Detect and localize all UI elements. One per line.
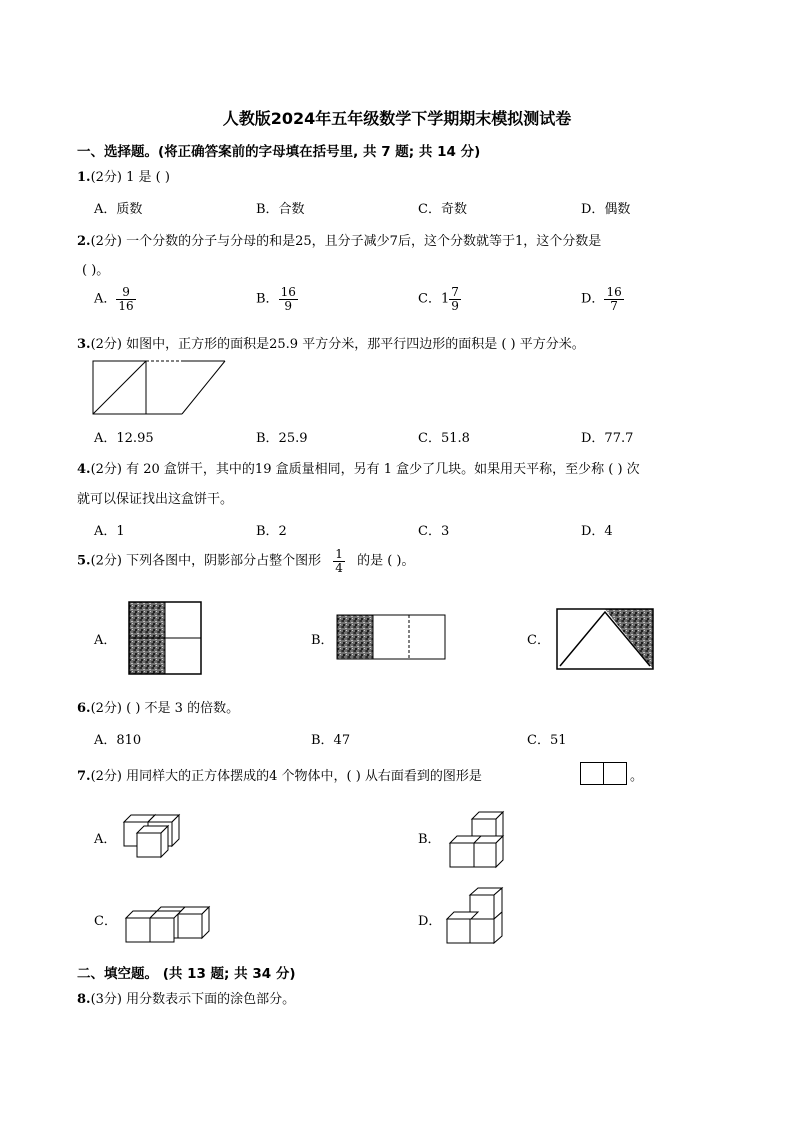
q1-option-a[interactable]: A．质数: [94, 202, 143, 217]
question-5: [77, 548, 414, 574]
fraction: $\frac{16}{9}$: [280, 285, 296, 313]
fraction: $\frac{16}{7}$: [606, 285, 622, 313]
fraction: $\frac{7}{9}$: [451, 285, 459, 313]
question-text: (2分) 一个分数的分子与分母的和是25，且分子减少7后，这个分数就等于1，这个分数是: [90, 234, 602, 249]
section-2-heading: 二、填空题。 (共 13 题; 共 34 分): [77, 966, 296, 982]
fraction: $\frac{1}{4}$: [335, 547, 343, 575]
question-6: [77, 697, 239, 716]
question-7: [77, 765, 482, 784]
option-label: A．: [94, 291, 117, 307]
option-label: C．: [418, 291, 441, 307]
q5-figure-b: [336, 614, 446, 660]
q1-option-d[interactable]: D．偶数: [581, 202, 631, 217]
q6-option-b[interactable]: B．47: [311, 733, 351, 748]
q2-option-c[interactable]: [418, 286, 461, 312]
mixed-whole: 1: [440, 291, 450, 307]
question-3: [77, 333, 585, 352]
question-2-continued: ( )。: [82, 263, 110, 278]
question-number: 6.: [77, 701, 91, 716]
q7-figure-d: [446, 886, 508, 944]
page-title: 人教版2024年五年级数学下学期期末模拟测试卷: [222, 109, 572, 128]
section-1-heading: 一、选择题。(将正确答案前的字母填在括号里, 共 7 题; 共 14 分): [77, 144, 481, 160]
q7-figure-b: [448, 808, 506, 870]
question-2: [77, 230, 601, 249]
q5-figure-a: [128, 601, 202, 675]
question-number: 7.: [77, 769, 91, 784]
q7-figure-c: [124, 904, 214, 944]
q1-option-b[interactable]: B．合数: [256, 202, 305, 217]
q5-option-a[interactable]: A．: [94, 633, 117, 648]
q3-option-c[interactable]: C．51.8: [418, 431, 470, 446]
question-text-end: 的是 ( )。: [357, 553, 415, 569]
question-number: 5.: [77, 553, 91, 569]
q2-option-b[interactable]: [256, 286, 298, 312]
question-4-continued: 就可以保证找出这盒饼干。: [77, 492, 234, 507]
question-text: (3分) 用分数表示下面的涂色部分。: [90, 992, 296, 1007]
q2-option-a[interactable]: [94, 286, 136, 312]
q7-option-b[interactable]: B．: [418, 832, 441, 847]
q3-option-d[interactable]: D．77.7: [581, 431, 634, 446]
question-text: (2分) 下列各图中，阴影部分占整个图形: [90, 553, 322, 569]
q4-option-a[interactable]: A．1: [94, 524, 125, 539]
question-text: (2分) 有 20 盒饼干，其中的19 盒质量相同，另有 1 盒少了几块。如果用天平称，至少称 ( ) 次: [90, 462, 640, 477]
right-view-icon: [580, 762, 628, 786]
q1-option-c[interactable]: C．奇数: [418, 202, 467, 217]
question-text: (2分) 用同样大的正方体摆成的4 个物体中，( ) 从右面看到的图形是: [90, 769, 482, 784]
q7-option-d[interactable]: D．: [418, 914, 442, 929]
q5-figure-c: [556, 608, 654, 670]
question-8: [77, 988, 295, 1007]
option-label: D．: [581, 291, 605, 307]
q4-option-c[interactable]: C．3: [418, 524, 450, 539]
q7-figure-a: [120, 808, 182, 860]
question-number: 8.: [77, 992, 91, 1007]
q4-option-d[interactable]: D．4: [581, 524, 613, 539]
q5-option-b[interactable]: B．: [311, 633, 334, 648]
question-number: 4.: [77, 462, 91, 477]
question-number: 1.: [77, 170, 91, 185]
question-text: (2分) ( ) 不是 3 的倍数。: [90, 701, 240, 716]
q5-option-c[interactable]: C．: [527, 633, 550, 648]
q3-option-a[interactable]: A．12.95: [94, 431, 154, 446]
q4-option-b[interactable]: B．2: [256, 524, 287, 539]
fraction: $\frac{9}{16}$: [118, 285, 134, 313]
q7-option-c[interactable]: C．: [94, 914, 117, 929]
question-text: (2分) 1 是 ( ): [90, 170, 170, 185]
option-label: B．: [256, 291, 279, 307]
question-1: [77, 166, 170, 185]
question-4: [77, 458, 640, 477]
q6-option-a[interactable]: A．810: [94, 733, 142, 748]
question-number: 3.: [77, 337, 91, 352]
q7-option-a[interactable]: A．: [94, 832, 117, 847]
question-text: (2分) 如图中，正方形的面积是25.9 平方分米，那平行四边形的面积是 ( ) 平方分米。: [90, 337, 585, 352]
q6-option-c[interactable]: C．51: [527, 733, 567, 748]
q3-option-b[interactable]: B．25.9: [256, 431, 308, 446]
q2-option-d[interactable]: [581, 286, 624, 312]
square-parallelogram-figure: [92, 358, 232, 416]
question-7-end: 。: [630, 769, 644, 784]
question-number: 2.: [77, 234, 91, 249]
